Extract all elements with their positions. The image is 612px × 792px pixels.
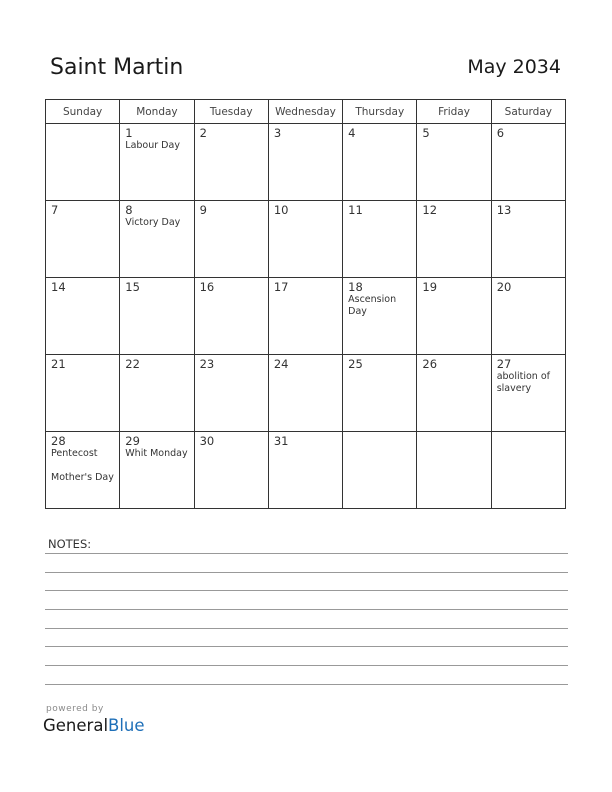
weekday-friday: Friday <box>417 100 491 124</box>
weekday-thursday: Thursday <box>343 100 417 124</box>
day-number: 9 <box>199 203 207 217</box>
day-cell <box>194 278 268 355</box>
day-number: 25 <box>348 357 363 371</box>
day-cell <box>417 278 491 355</box>
day-cell <box>343 355 417 432</box>
note-line <box>45 628 568 629</box>
note-line <box>45 684 568 685</box>
day-cell <box>268 432 342 509</box>
day-cell <box>417 201 491 278</box>
day-cell <box>268 124 342 201</box>
note-line <box>45 665 568 666</box>
holiday-label: abolition of slavery <box>496 371 551 394</box>
day-cell <box>46 355 120 432</box>
day-number: 7 <box>51 203 59 217</box>
week-row <box>46 432 566 509</box>
day-cell <box>491 201 565 278</box>
brand-general: General <box>43 716 109 735</box>
day-cell <box>120 355 194 432</box>
day-number: 23 <box>199 357 215 371</box>
day-number: 4 <box>348 126 356 140</box>
day-number: 22 <box>125 357 140 371</box>
day-cell <box>417 124 491 201</box>
day-cell <box>120 124 194 201</box>
day-cell <box>46 201 120 278</box>
note-line <box>45 572 568 573</box>
weekday-header-row <box>46 100 566 124</box>
day-cell <box>194 432 268 509</box>
weekday-wednesday: Wednesday <box>268 100 342 124</box>
day-number: 16 <box>199 280 215 294</box>
day-number: 13 <box>496 203 512 217</box>
day-cell <box>194 355 268 432</box>
day-number: 30 <box>199 434 215 448</box>
day-number: 1 <box>125 126 133 140</box>
day-number: 27 <box>496 357 512 371</box>
day-number: 31 <box>273 434 289 448</box>
day-number: 5 <box>422 126 430 140</box>
notes-label: NOTES: <box>48 537 92 551</box>
weekday-saturday: Saturday <box>491 100 565 124</box>
holiday-label: Ascension Day <box>348 294 397 317</box>
note-line <box>45 590 568 591</box>
day-number: 21 <box>51 357 66 371</box>
day-cell <box>268 278 342 355</box>
holiday-label: Labour Day <box>125 140 180 151</box>
day-cell <box>417 432 491 509</box>
day-number: 3 <box>273 126 282 140</box>
day-cell <box>120 278 194 355</box>
holiday-label: Whit Monday <box>125 448 188 459</box>
day-number: 14 <box>51 280 66 294</box>
weekday-sunday: Sunday <box>46 100 120 124</box>
powered-by-text: powered by <box>46 704 104 714</box>
brand-logo <box>43 716 145 735</box>
day-number: 19 <box>422 280 438 294</box>
day-number: 11 <box>348 203 363 217</box>
holiday-label: Victory Day <box>125 217 181 228</box>
week-row <box>46 278 566 355</box>
day-number: 8 <box>125 203 133 217</box>
week-row <box>46 201 566 278</box>
calendar-title: Saint Martin <box>50 55 184 80</box>
day-cell <box>46 278 120 355</box>
holiday-label: Mother's Day <box>51 472 114 483</box>
day-cell <box>46 432 120 509</box>
brand-blue: Blue <box>108 716 145 735</box>
day-number: 18 <box>348 280 363 294</box>
day-number: 29 <box>125 434 140 448</box>
day-cell <box>343 278 417 355</box>
day-number: 26 <box>422 357 438 371</box>
calendar-grid <box>45 99 566 509</box>
day-cell <box>120 201 194 278</box>
note-line <box>45 609 568 610</box>
day-cell <box>491 124 565 201</box>
day-cell <box>491 355 565 432</box>
note-line <box>45 646 568 647</box>
day-cell <box>268 201 342 278</box>
day-number: 20 <box>496 280 512 294</box>
weekday-monday: Monday <box>120 100 194 124</box>
day-number: 17 <box>273 280 289 294</box>
note-line <box>45 553 568 554</box>
day-number: 28 <box>51 434 66 448</box>
day-cell <box>194 201 268 278</box>
day-cell <box>491 432 565 509</box>
month-year: May 2034 <box>467 56 561 78</box>
day-cell <box>343 201 417 278</box>
day-cell <box>194 124 268 201</box>
week-row <box>46 355 566 432</box>
day-number: 6 <box>496 126 505 140</box>
day-number: 10 <box>273 203 289 217</box>
day-number: 24 <box>273 357 289 371</box>
day-cell <box>268 355 342 432</box>
day-cell <box>46 124 120 201</box>
holiday-label: Pentecost <box>51 448 98 459</box>
day-cell <box>491 278 565 355</box>
day-number: 15 <box>125 280 140 294</box>
day-number: 12 <box>422 203 438 217</box>
weekday-tuesday: Tuesday <box>194 100 268 124</box>
day-cell <box>417 355 491 432</box>
day-cell <box>120 432 194 509</box>
day-cell <box>343 124 417 201</box>
day-number: 2 <box>199 126 207 140</box>
day-cell <box>343 432 417 509</box>
week-row <box>46 124 566 201</box>
